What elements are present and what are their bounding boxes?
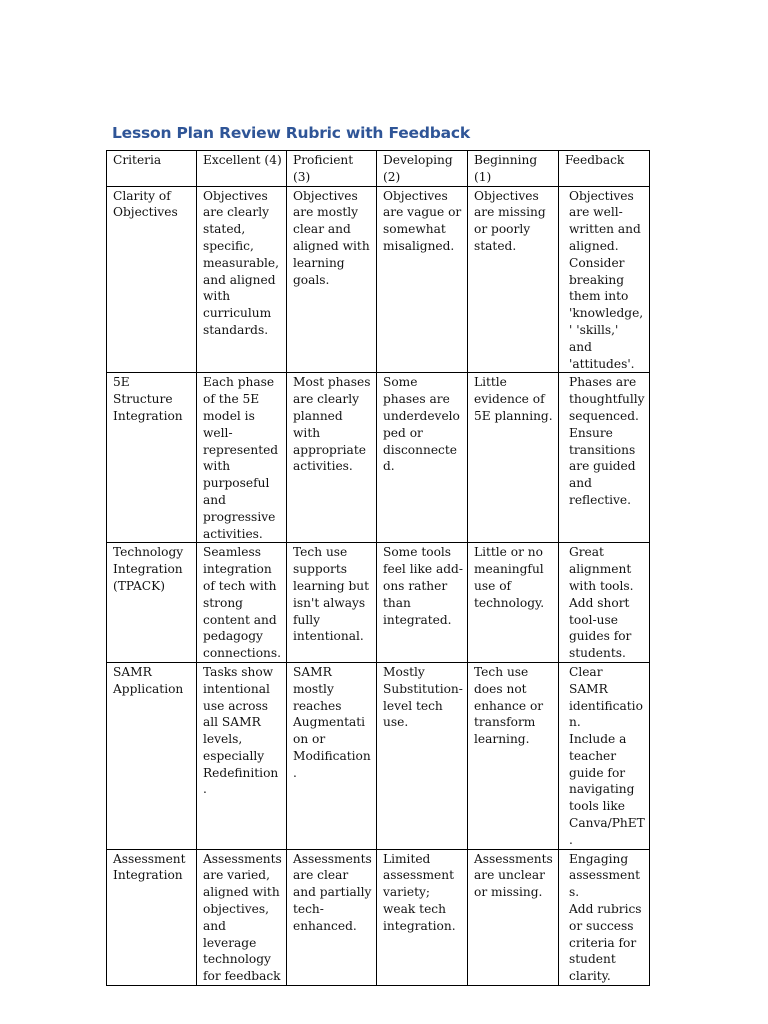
- feedback-suggestion: Include a teacher guide for navigating tools like Canva/PhET.: [569, 732, 645, 847]
- table-row: [107, 849, 650, 985]
- beginning-cell: Tech use does not enhance or transform learning.: [468, 662, 559, 849]
- header-criteria: Criteria: [107, 151, 197, 187]
- excellent-cell: Tasks show intentional use across all SAMR levels, especially Redefinition.: [197, 662, 287, 849]
- table-row: [107, 662, 650, 849]
- beginning-cell: Little evidence of 5E planning.: [468, 373, 559, 543]
- proficient-cell: SAMR mostly reaches Augmentation or Modification.: [287, 662, 377, 849]
- proficient-cell: Tech use supports learning but isn't always fully intentional.: [287, 543, 377, 663]
- header-feedback: Feedback: [559, 151, 650, 187]
- developing-cell: Mostly Substitution-level tech use.: [377, 662, 468, 849]
- rubric-table: [106, 150, 650, 986]
- header-beginning: Beginning (1): [468, 151, 559, 187]
- feedback-suggestion: Add rubrics or success criteria for student clarity.: [569, 902, 642, 984]
- table-row: [107, 186, 650, 373]
- developing-cell: Objectives are vague or somewhat misaligned.: [377, 186, 468, 373]
- excellent-cell: Seamless integration of tech with strong content and pedagogy connections.: [197, 543, 287, 663]
- excellent-cell: Objectives are clearly stated, specific, measurable, and aligned with curriculum standards.: [197, 186, 287, 373]
- proficient-cell: Most phases are clearly planned with appropriate activities.: [287, 373, 377, 543]
- document-title: Lesson Plan Review Rubric with Feedback: [112, 124, 470, 142]
- beginning-cell: Assessments are unclear or missing.: [468, 849, 559, 985]
- beginning-cell: Objectives are missing or poorly stated.: [468, 186, 559, 373]
- beginning-cell: Little or no meaningful use of technology.: [468, 543, 559, 663]
- proficient-cell: Assessments are clear and partially tech-enhanced.: [287, 849, 377, 985]
- developing-cell: Limited assessment variety; weak tech integration.: [377, 849, 468, 985]
- developing-cell: Some phases are underdeveloped or disconnected.: [377, 373, 468, 543]
- excellent-cell: Each phase of the 5E model is well-represented with purposeful and progressive activities.: [197, 373, 287, 543]
- header-developing: Developing (2): [377, 151, 468, 187]
- criteria-cell: Assessment Integration: [107, 849, 197, 985]
- proficient-cell: Objectives are mostly clear and aligned with learning goals.: [287, 186, 377, 373]
- table-row: [107, 543, 650, 663]
- feedback-strength: Great alignment with tools.: [569, 545, 634, 593]
- feedback-cell: [559, 373, 650, 543]
- feedback-strength: Objectives are well-written and aligned.: [569, 188, 641, 253]
- header-proficient: Proficient (3): [287, 151, 377, 187]
- criteria-cell: Technology Integration (TPACK): [107, 543, 197, 663]
- feedback-cell: [559, 543, 650, 663]
- feedback-suggestion: Consider breaking them into 'knowledge,' 'skills,' and 'attitudes'.: [569, 255, 644, 371]
- header-excellent: Excellent (4): [197, 151, 287, 187]
- feedback-strength: Clear SAMR identification.: [569, 664, 643, 730]
- feedback-strength: Engaging assessments.: [569, 851, 641, 900]
- feedback-suggestion: Add short tool-use guides for students.: [569, 595, 632, 661]
- feedback-cell: [559, 849, 650, 985]
- criteria-cell: 5E Structure Integration: [107, 373, 197, 543]
- table-row: [107, 373, 650, 543]
- criteria-cell: Clarity of Objectives: [107, 186, 197, 373]
- excellent-cell: Assessments are varied, aligned with objectives, and leverage technology for feedback: [197, 849, 287, 985]
- criteria-cell: SAMR Application: [107, 662, 197, 849]
- header-row: [107, 151, 650, 187]
- developing-cell: Some tools feel like add-ons rather than integrated.: [377, 543, 468, 663]
- feedback-suggestion: Ensure transitions are guided and reflective.: [569, 425, 636, 507]
- feedback-strength: Phases are thoughtfully sequenced.: [569, 375, 645, 423]
- feedback-cell: [559, 186, 650, 373]
- feedback-cell: [559, 662, 650, 849]
